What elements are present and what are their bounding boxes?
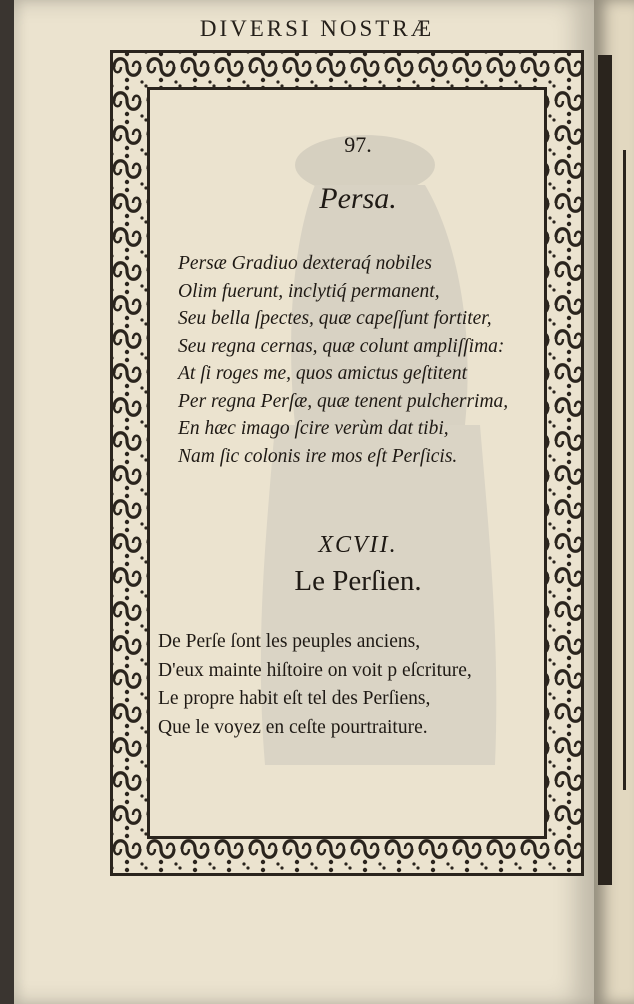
running-head: DIVERSI NOSTRÆ (199, 16, 435, 41)
verse-line: D'eux mainte hiſtoire on voit p eſcriture, (158, 659, 472, 681)
section-number: XCVII. (318, 532, 398, 558)
verse-line: En hæc imago ſcire verùm dat tibi, (178, 418, 449, 439)
verse-line: Seu bella ſpectes, quæ capeſſunt fortiter, (178, 308, 492, 329)
verse-line: Seu regna cernas, quæ colunt ampliſſima: (178, 335, 505, 357)
verse-line: Persæ Gradiuo dexteraq́ nobiles (178, 253, 433, 274)
verse-line: De Perſe ſont les peuples anciens, (158, 631, 421, 652)
facing-page-rule (623, 150, 634, 790)
verse-line: Nam ſic colonis ire mos eſt Perſicis. (178, 445, 458, 467)
verse-line: Le propre habit eſt tel des Perſiens, (158, 688, 431, 709)
french-title: Le Perſien. (294, 565, 422, 597)
page-number: 97. (344, 132, 372, 157)
verse-line: Olim fuerunt, inclytiq́ permanent, (178, 280, 440, 302)
verse-line: Que le voyez en ceſte pourtraiture. (158, 716, 428, 738)
latin-title: Persa. (319, 182, 397, 215)
page-content (150, 100, 566, 840)
verse-line: Per regna Perſæ, quæ tenent pulcherrima, (178, 390, 509, 412)
french-verse (158, 628, 568, 742)
verse-line: At ſi roges me, quos amictus geſtitent (178, 363, 468, 384)
latin-verse (178, 250, 558, 470)
